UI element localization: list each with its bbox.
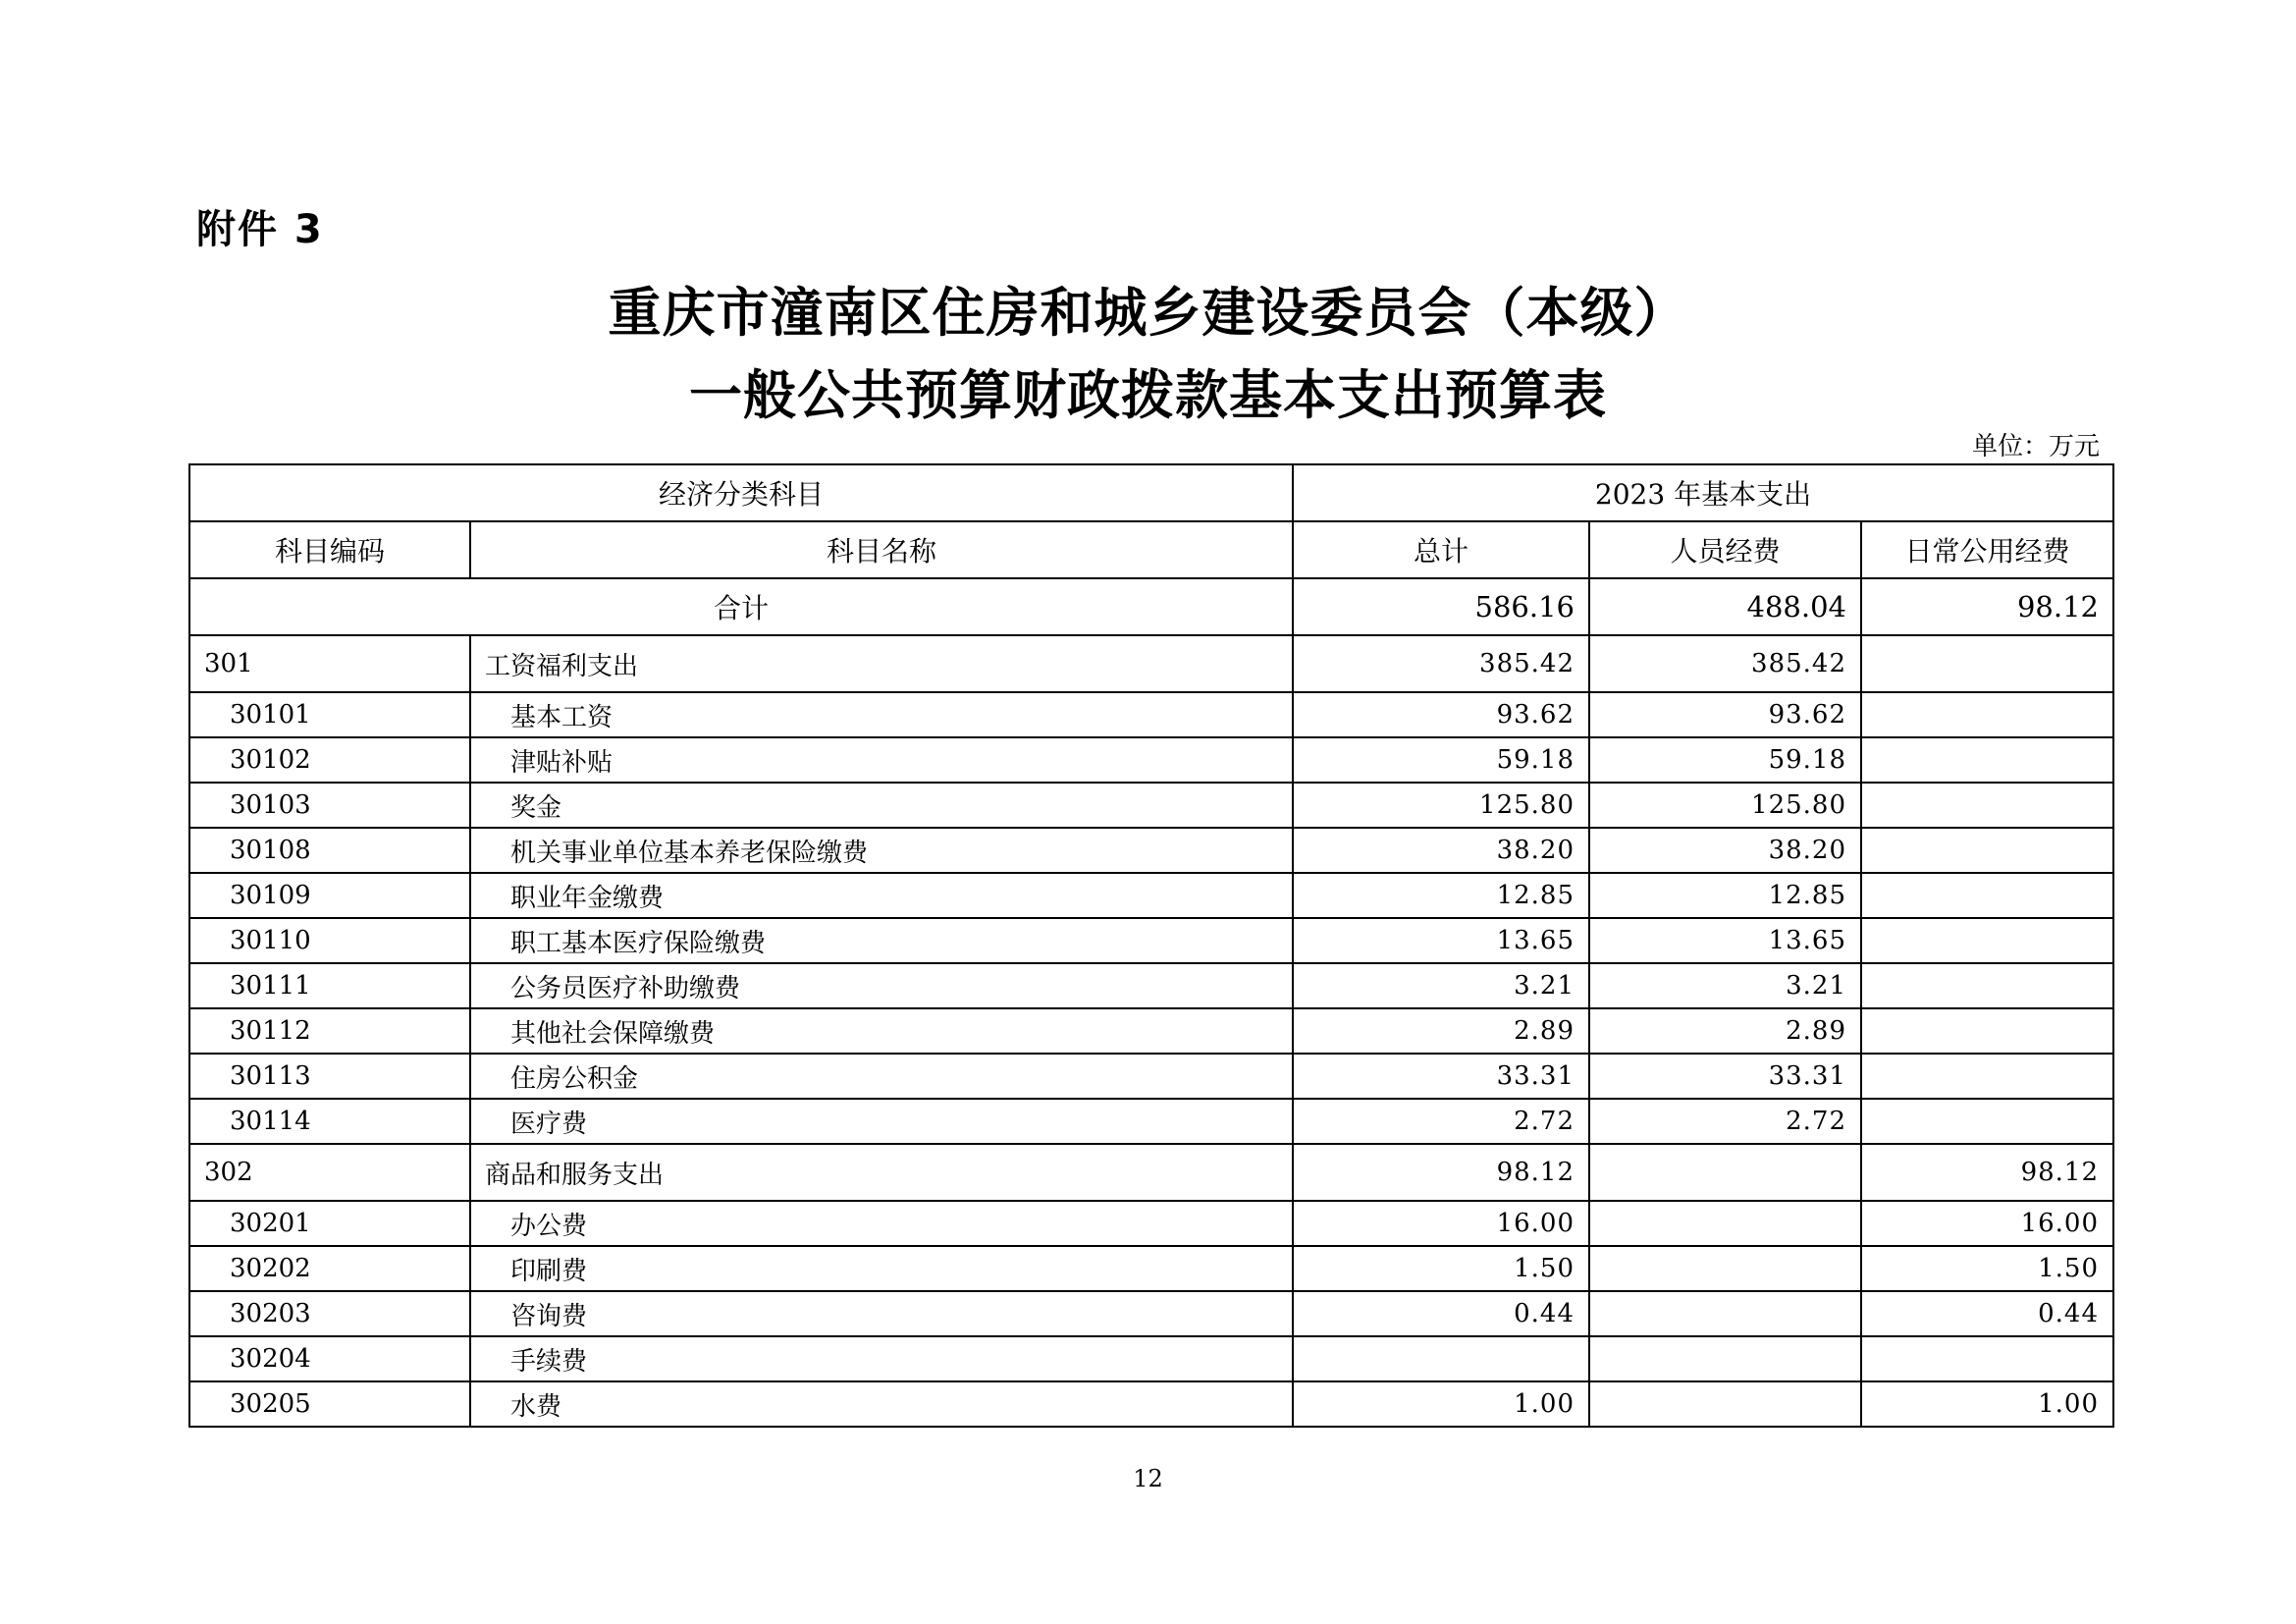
public-cell xyxy=(1861,635,2113,692)
table-row xyxy=(189,873,2113,918)
table-row xyxy=(189,963,2113,1008)
total-amount: 586.16 xyxy=(1293,578,1589,635)
code-cell: 30114 xyxy=(189,1099,470,1144)
table-row xyxy=(189,1381,2113,1427)
total-cell: 2.89 xyxy=(1293,1008,1589,1054)
group-header-basic-expenditure: 2023 年基本支出 xyxy=(1293,464,2113,521)
personnel-cell: 59.18 xyxy=(1589,737,1861,783)
public-cell: 98.12 xyxy=(1861,1144,2113,1201)
public-cell: 16.00 xyxy=(1861,1201,2113,1246)
name-cell: 机关事业单位基本养老保险缴费 xyxy=(470,828,1293,873)
table-row xyxy=(189,783,2113,828)
attachment-label: 附件 3 xyxy=(196,207,324,252)
name-cell: 基本工资 xyxy=(470,692,1293,737)
table-row xyxy=(189,1201,2113,1246)
total-cell xyxy=(1293,1336,1589,1381)
total-cell: 3.21 xyxy=(1293,963,1589,1008)
code-cell: 30108 xyxy=(189,828,470,873)
total-cell: 2.72 xyxy=(1293,1099,1589,1144)
table-row xyxy=(189,1336,2113,1381)
name-cell: 其他社会保障缴费 xyxy=(470,1008,1293,1054)
total-cell: 12.85 xyxy=(1293,873,1589,918)
table-row xyxy=(189,1099,2113,1144)
code-cell: 30103 xyxy=(189,783,470,828)
personnel-cell xyxy=(1589,1336,1861,1381)
table-row xyxy=(189,737,2113,783)
column-header-public: 日常公用经费 xyxy=(1861,521,2113,578)
column-header-name: 科目名称 xyxy=(470,521,1293,578)
total-cell: 16.00 xyxy=(1293,1201,1589,1246)
personnel-cell: 93.62 xyxy=(1589,692,1861,737)
column-header-personnel: 人员经费 xyxy=(1589,521,1861,578)
code-cell: 30111 xyxy=(189,963,470,1008)
name-cell: 医疗费 xyxy=(470,1099,1293,1144)
public-cell xyxy=(1861,1099,2113,1144)
code-cell: 30102 xyxy=(189,737,470,783)
unit-label: 单位：万元 xyxy=(1971,432,2100,461)
table-row xyxy=(189,828,2113,873)
name-cell: 住房公积金 xyxy=(470,1054,1293,1099)
total-cell: 385.42 xyxy=(1293,635,1589,692)
code-cell: 30202 xyxy=(189,1246,470,1291)
public-cell xyxy=(1861,1054,2113,1099)
public-cell xyxy=(1861,963,2113,1008)
name-cell: 商品和服务支出 xyxy=(470,1144,1293,1201)
table-row xyxy=(189,1008,2113,1054)
personnel-cell xyxy=(1589,1246,1861,1291)
public-cell xyxy=(1861,918,2113,963)
total-public: 98.12 xyxy=(1861,578,2113,635)
personnel-cell: 2.72 xyxy=(1589,1099,1861,1144)
code-cell: 30101 xyxy=(189,692,470,737)
personnel-cell: 2.89 xyxy=(1589,1008,1861,1054)
public-cell xyxy=(1861,1008,2113,1054)
personnel-cell: 3.21 xyxy=(1589,963,1861,1008)
personnel-cell: 125.80 xyxy=(1589,783,1861,828)
document-title-line2: 一般公共预算财政拨款基本支出预算表 xyxy=(689,364,1607,426)
public-cell: 0.44 xyxy=(1861,1291,2113,1336)
total-cell: 38.20 xyxy=(1293,828,1589,873)
group-header-row xyxy=(189,464,2113,521)
personnel-cell xyxy=(1589,1381,1861,1427)
total-cell: 1.00 xyxy=(1293,1381,1589,1427)
personnel-cell xyxy=(1589,1291,1861,1336)
budget-table xyxy=(188,463,2114,1428)
code-cell: 30112 xyxy=(189,1008,470,1054)
table-row xyxy=(189,1246,2113,1291)
name-cell: 水费 xyxy=(470,1381,1293,1427)
column-header-code: 科目编码 xyxy=(189,521,470,578)
personnel-cell: 33.31 xyxy=(1589,1054,1861,1099)
table-row xyxy=(189,918,2113,963)
code-cell: 30110 xyxy=(189,918,470,963)
column-header-row xyxy=(189,521,2113,578)
total-cell: 59.18 xyxy=(1293,737,1589,783)
group-header-economic-classification: 经济分类科目 xyxy=(189,464,1293,521)
public-cell: 1.50 xyxy=(1861,1246,2113,1291)
public-cell xyxy=(1861,873,2113,918)
table-row xyxy=(189,1291,2113,1336)
personnel-cell: 12.85 xyxy=(1589,873,1861,918)
total-personnel: 488.04 xyxy=(1589,578,1861,635)
table-row xyxy=(189,692,2113,737)
name-cell: 咨询费 xyxy=(470,1291,1293,1336)
name-cell: 工资福利支出 xyxy=(470,635,1293,692)
personnel-cell: 385.42 xyxy=(1589,635,1861,692)
public-cell xyxy=(1861,692,2113,737)
name-cell: 津贴补贴 xyxy=(470,737,1293,783)
page-number: 12 xyxy=(1133,1465,1163,1492)
public-cell xyxy=(1861,783,2113,828)
personnel-cell xyxy=(1589,1201,1861,1246)
code-cell: 30201 xyxy=(189,1201,470,1246)
table-row xyxy=(189,1054,2113,1099)
name-cell: 职业年金缴费 xyxy=(470,873,1293,918)
total-row xyxy=(189,578,2113,635)
name-cell: 职工基本医疗保险缴费 xyxy=(470,918,1293,963)
document-title-line1: 重庆市潼南区住房和城乡建设委员会（本级） xyxy=(608,282,1688,344)
total-cell: 33.31 xyxy=(1293,1054,1589,1099)
public-cell: 1.00 xyxy=(1861,1381,2113,1427)
code-cell: 30205 xyxy=(189,1381,470,1427)
code-cell: 30203 xyxy=(189,1291,470,1336)
total-label: 合计 xyxy=(189,578,1293,635)
code-cell: 30204 xyxy=(189,1336,470,1381)
total-cell: 13.65 xyxy=(1293,918,1589,963)
personnel-cell xyxy=(1589,1144,1861,1201)
total-cell: 93.62 xyxy=(1293,692,1589,737)
personnel-cell: 13.65 xyxy=(1589,918,1861,963)
total-cell: 98.12 xyxy=(1293,1144,1589,1201)
total-cell: 0.44 xyxy=(1293,1291,1589,1336)
name-cell: 办公费 xyxy=(470,1201,1293,1246)
total-cell: 1.50 xyxy=(1293,1246,1589,1291)
personnel-cell: 38.20 xyxy=(1589,828,1861,873)
public-cell xyxy=(1861,737,2113,783)
code-cell: 30109 xyxy=(189,873,470,918)
code-cell: 301 xyxy=(189,635,470,692)
name-cell: 手续费 xyxy=(470,1336,1293,1381)
name-cell: 公务员医疗补助缴费 xyxy=(470,963,1293,1008)
code-cell: 30113 xyxy=(189,1054,470,1099)
table-row xyxy=(189,635,2113,692)
column-header-total: 总计 xyxy=(1293,521,1589,578)
public-cell xyxy=(1861,1336,2113,1381)
total-cell: 125.80 xyxy=(1293,783,1589,828)
code-cell: 302 xyxy=(189,1144,470,1201)
name-cell: 奖金 xyxy=(470,783,1293,828)
name-cell: 印刷费 xyxy=(470,1246,1293,1291)
public-cell xyxy=(1861,828,2113,873)
table-row xyxy=(189,1144,2113,1201)
